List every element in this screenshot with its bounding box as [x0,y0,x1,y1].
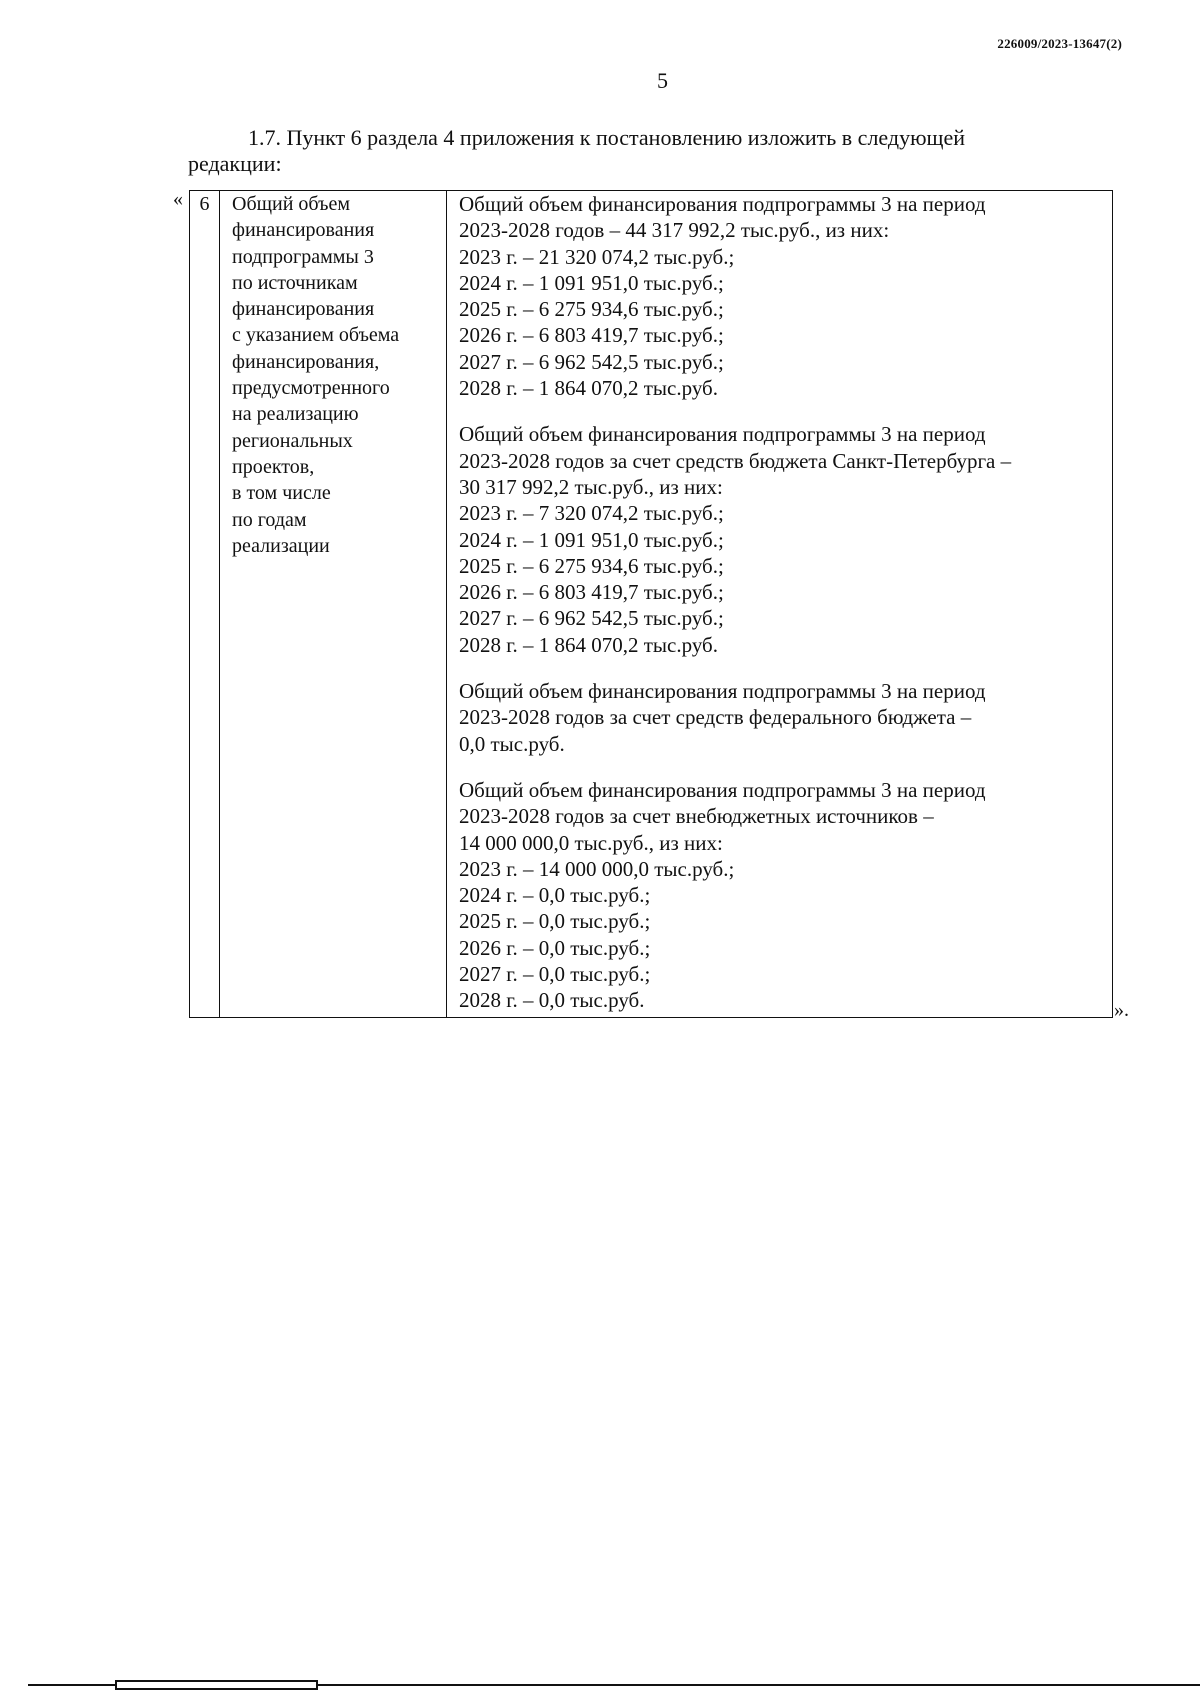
label-line: проектов, [232,455,315,478]
label-line: Общий объем [232,193,350,215]
financing-line: 2023-2028 годов – 44 317 992,2 тыс.руб., из них: [459,218,890,243]
financing-line: Общий объем финансирования подпрограммы 3 на период [459,192,986,216]
page-bottom-stamp-box [115,1680,318,1690]
table-row-number: 6 [190,191,220,1017]
label-line: предусмотренного [232,377,390,400]
label-line: финансирования [232,298,375,321]
financing-line: 0,0 тыс.руб. [459,731,565,756]
financing-block [459,777,1112,1014]
label-line: по источникам [232,271,358,294]
financing-block [459,678,1112,757]
financing-line: 2027 г. – 6 962 542,5 тыс.руб.; [459,606,724,631]
label-line: финансирования, [232,350,380,373]
financing-line: 2028 г. – 1 864 070,2 тыс.руб. [459,376,718,401]
label-line: на реализацию [232,403,359,426]
label-line: финансирования [232,219,375,242]
financing-line: 2024 г. – 0,0 тыс.руб.; [459,883,651,908]
financing-line: 2028 г. – 1 864 070,2 тыс.руб. [459,632,718,657]
label-line: подпрограммы 3 [232,245,374,268]
opening-quote-mark: « [173,188,183,210]
intro-line-1: 1.7. Пункт 6 раздела 4 приложения к постановлению изложить в следующей [248,125,965,150]
financing-line: 30 317 992,2 тыс.руб., из них: [459,474,723,499]
financing-line: 2027 г. – 0,0 тыс.руб.; [459,962,651,987]
intro-line-2: редакции: [188,151,282,176]
financing-line: 2023-2028 годов за счет средств бюджета Санкт-Петербурга – [459,448,1012,473]
financing-line: 2026 г. – 6 803 419,7 тыс.руб.; [459,580,724,605]
financing-line: Общий объем финансирования подпрограммы 3 на период [459,777,986,802]
financing-block [459,421,1112,658]
financing-line: Общий объем финансирования подпрограммы 3 на период [459,679,986,704]
financing-line: 2025 г. – 6 275 934,6 тыс.руб.; [459,553,724,578]
closing-quote-mark: ». [1114,999,1129,1021]
financing-line: 2027 г. – 6 962 542,5 тыс.руб.; [459,349,724,374]
label-line: по годам [232,508,307,531]
financing-line: 2026 г. – 6 803 419,7 тыс.руб.; [459,323,724,348]
financing-line: 2026 г. – 0,0 тыс.руб.; [459,935,651,960]
financing-line: 2024 г. – 1 091 951,0 тыс.руб.; [459,527,724,552]
financing-line: 2024 г. – 1 091 951,0 тыс.руб.; [459,270,724,295]
financing-line: 2023 г. – 7 320 074,2 тыс.руб.; [459,501,724,526]
financing-block [459,191,1112,401]
financing-table [189,190,1113,1018]
financing-line: 14 000 000,0 тыс.руб., из них: [459,830,723,855]
label-line: в том числе [232,482,331,505]
label-line: с указанием объема [232,324,400,347]
label-line: региональных [232,429,353,452]
financing-line: 2023-2028 годов за счет средств федерального бюджета – [459,705,972,730]
financing-line: 2023 г. – 21 320 074,2 тыс.руб.; [459,244,735,269]
financing-line: 2028 г. – 0,0 тыс.руб. [459,988,645,1013]
financing-line: Общий объем финансирования подпрограммы 3 на период [459,422,986,447]
amendment-intro-paragraph [188,125,1068,177]
label-line: реализации [232,534,330,557]
financing-line: 2025 г. – 6 275 934,6 тыс.руб.; [459,297,724,322]
page-number: 5 [657,68,668,93]
financing-line: 2025 г. – 0,0 тыс.руб.; [459,909,651,934]
table-row-label [220,191,447,1017]
financing-line: 2023-2028 годов за счет внебюджетных источников – [459,804,934,829]
table-row-content [447,191,1112,1017]
document-registration-number: 226009/2023-13647(2) [997,36,1122,51]
financing-line: 2023 г. – 14 000 000,0 тыс.руб.; [459,856,735,881]
